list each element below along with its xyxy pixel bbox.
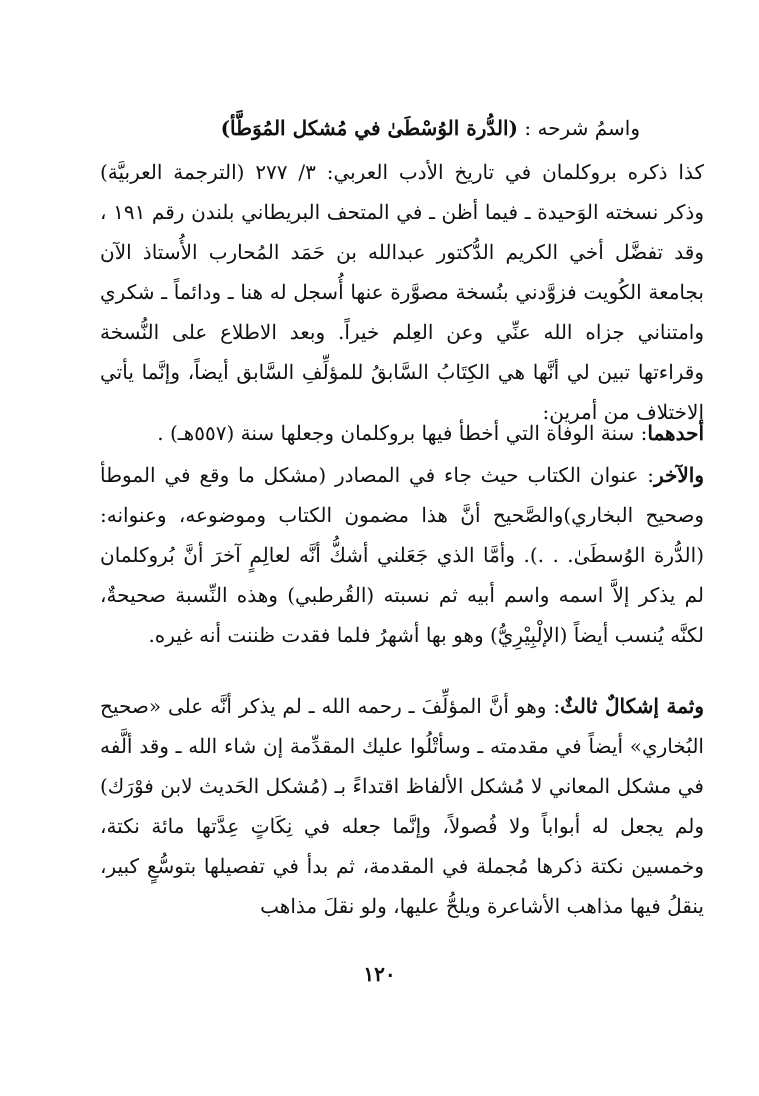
paragraph-brockelmann: كذا ذكره بروكلمان في تاريخ الأدب العربي: ٣/ ٢٧٧ (الترجمة العربيَّة) وذكر نسخته الوَحيدة ـ فيما أظن ـ في المتحف البريطاني بلندن رقم ١٩١ ، وقد تفضَّل أخي الكريم الدُّكتور عبدالله بن حَمَد المُحارب الأُستاذ الآن بجامعة الكُويت فزوَّدني بنُسخة مصوَّرة عنها أُسجل له هنا ـ ودائماً ـ شكري وامتناني جزاه الله عنِّي وعن العِلم خيراً. وبعد الاطلاع على النُّسخة وقراءتها تبين لي أنَّها هي الكِتَابُ السَّابقُ للمؤلِّفِ السَّابق أيضاً، وإنَّما يأتي الاختلاف من أمرين: [100,160,704,424]
paragraph-first-issue [100,413,704,453]
first-issue-lead: أحدهما [647,421,704,445]
second-issue-lead: والآخر [653,463,704,487]
paragraph-second-issue [100,455,704,655]
second-issue-text: : عنوان الكتاب حيث جاء في المصادر (مشكل ما وقع في الموطأ وصحيح البخاري)والصَّحيح أنَّ هذا مضمون الكتاب وموضوعه، وعنوانه: (الدُّرة الوُسطَىٰ. . .). وأمَّا الذي جَعَلني أشكُّ أنَّه لعالِمٍ آخرَ أنَّ بُروكلمان لم يذكر إلاَّ اسمه واسم أبيه ثم نسبته (القُرطبي) وهذه النِّسبة صحيحةٌ، لكنَّه يُنسب أيضاً (الإلْبِيْرِيُّ) وهو بها أشهرُ فلما فقدت ظننت أنه غيره. [100,463,704,647]
paragraph-third-issue [100,686,704,926]
third-issue-lead: وثمة إشكالٌ ثالثٌ [560,694,705,718]
page-number: ١٢٠ [363,962,396,986]
title-prefix: واسمُ شرحه : [518,116,640,140]
book-title: (الدُّرة الوُسْطَىٰ في مُشكل المُوَطَّأ) [220,116,519,140]
book-name-line [100,108,640,148]
first-issue-text: : سنة الوفاة التي أخطأ فيها بروكلمان وجعلها سنة (٥٥٧هـ) . [157,421,648,445]
third-issue-text: : وهو أنَّ المؤلِّفَ ـ رحمه الله ـ لم يذكر أنَّه على «صحيح البُخاري» أيضاً في مقدمته ـ وسأتْلُوا عليك المقدِّمة إن شاء الله ـ وقد ألَّفه في مشكل المعاني لا مُشكل الألفاظ اقتداءً بـ (مُشكل الحَديث لابن فوْرَك) ولم يجعل له أبواباً ولا فُصولاً، وإنَّما جعله في نِكَاتٍ عِدَّتها مائة نكتة، وخمسين نكتة ذكرها مُجملة في المقدمة، ثم بدأ في تفصيلها بتوسُّعٍ كبير، ينقلُ فيها مذاهب الأشاعرة ويلحُّ عليها، ولو نقلَ مذاهب [100,694,704,918]
